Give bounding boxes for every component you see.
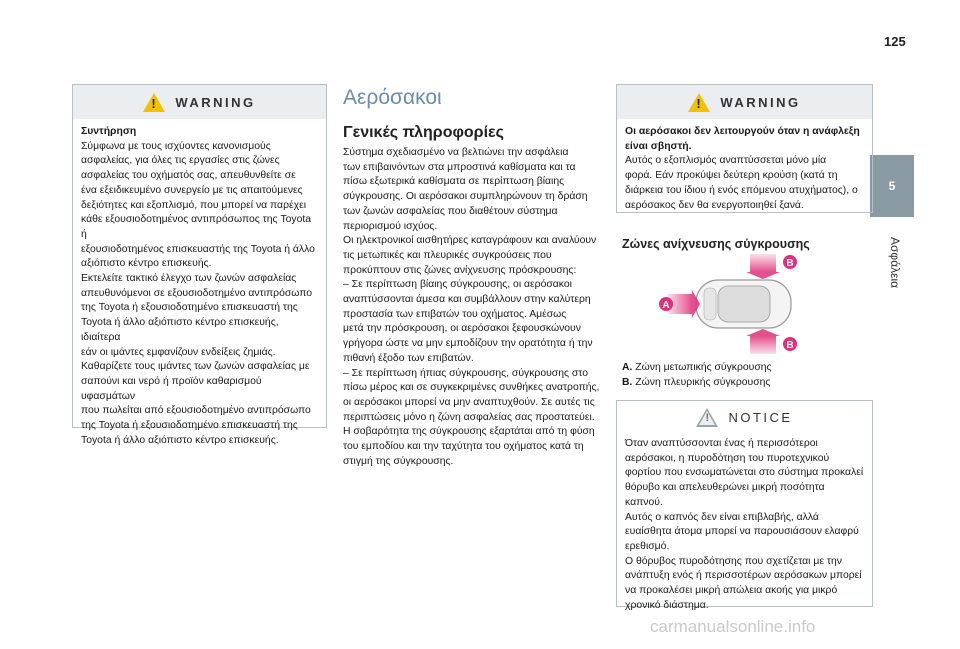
text-line: του εμποδίου και την ταχύτητα του οχήματος κατά τη: [343, 441, 584, 453]
side-zone-arrow-top: [746, 254, 780, 279]
text-line: φορτίου που ενσωματώνεται στο σύστημα προκαλεί: [625, 467, 864, 479]
text-line: προστασία των επιβατών του οχήματος. Αμέσως: [343, 308, 567, 320]
warning-icon: [688, 93, 710, 112]
text-line: Toyota ή άλλο αξιόπιστο κέντρο επισκευής.: [81, 434, 279, 446]
warning-header: [73, 85, 326, 119]
text-line: Οι ηλεκτρονικοί αισθητήρες καταγράφουν και αναλύουν: [343, 235, 597, 247]
text-line: Οι αερόσακοι δεν λειτουργούν όταν η ανάφλεξη: [625, 126, 860, 137]
notice-header-label: NOTICE: [728, 409, 793, 425]
warning-body: [617, 119, 872, 221]
notice-icon: [696, 408, 718, 427]
text-line: είναι σβηστή.: [625, 140, 692, 152]
car-outline-icon: [696, 280, 791, 328]
text-line: των επιβαινόντων στα μπροστινά καθίσματα και τα: [343, 161, 576, 173]
text-line: Αυτός ο καπνός δεν είναι επιβλαβής, αλλά: [625, 511, 819, 523]
zones-legend: [622, 361, 772, 390]
warning-icon: [143, 93, 165, 112]
svg-text:B: B: [786, 340, 794, 351]
text-line: που πωλείται από εξουσιοδοτημένο αντιπρόσωπο: [81, 405, 311, 417]
text-line: – Σε περίπτωση βίαιης σύγκρουσης, οι αερόσακοι: [343, 279, 572, 291]
text-line: Καθαρίζετε τους ιμάντες των ζωνών ασφαλείας με: [81, 361, 310, 373]
warning-heading: Συντήρηση: [81, 126, 137, 137]
text-line: προκύπτουν στις ζώνες ανίχνευσης πρόσκρουσης:: [343, 264, 577, 276]
text-line: πιθανή έξοδο των επιβατών.: [343, 352, 474, 364]
text-line: πίσω εξωτερικά καθίσματα σε περίπτωση βίαιης: [343, 176, 565, 188]
text-line: περιπτώσεις μόνο η ζώνη ασφαλείας σας προστατεύει.: [343, 411, 595, 423]
chapter-tab-label: Ασφάλεια: [888, 237, 902, 289]
text-line: – Σε περίπτωση ήπιας σύγκρουσης, σύγκρουσης στο: [343, 367, 589, 379]
text-line: ανάπτυξη ενός ή περισσοτέρων αερόσακων μπορεί: [625, 570, 862, 582]
text-line: γρήγορα ώστε να μην εμποδίζουν την ορατότητα ή την: [343, 338, 593, 350]
text-line: Toyota ή άλλο αξιόπιστο κέντρο επισκευής, ιδιαίτερα: [81, 317, 279, 343]
zones-title: Ζώνες ανίχνευσης σύγκρουσης: [622, 237, 810, 251]
subsection-title: Γενικές πληροφορίες: [343, 124, 504, 141]
text-line: φορά. Εάν προκύψει δεύτερη κρούση (κατά τη: [625, 170, 838, 182]
text-line: Σύστημα σχεδιασμένο να βελτιώνει την ασφάλεια: [343, 147, 569, 158]
svg-text:B: B: [786, 258, 794, 269]
text-line: απευθυνόμενοι σε εξουσιοδοτημένο αντιπρόσωπο: [81, 287, 313, 299]
text-line: Σύμφωνα με τους ισχύοντες κανονισμούς: [81, 140, 271, 152]
page-number: 125: [884, 34, 906, 49]
text-line: να προκαλέσει μικρή απώλεια ακοής για μικρό: [625, 585, 838, 597]
text-line: διάρκεια του ίδιου ή ενός επόμενου ατυχήματος), ο: [625, 184, 858, 196]
text-line: των ζωνών ασφαλείας που διαθέτουν σύστημα: [343, 205, 558, 217]
section-title: Αερόσακοι: [343, 86, 442, 109]
text-line: αερόσακοι, η πυροδότηση του πυροτεχνικού: [625, 452, 830, 464]
general-info-text: [343, 146, 608, 469]
text-line: της Toyota ή εξουσιοδοτημένο επισκευαστή της: [81, 420, 298, 432]
notice-header: [617, 401, 872, 433]
text-line: χρονικό διάστημα.: [625, 599, 709, 611]
text-line: εξουσιοδοτημένος επισκευαστής της Toyota ή άλλο: [81, 243, 315, 255]
legend-item: B. Ζώνη πλευρικής σύγκρουσης: [622, 376, 771, 388]
text-line: ένα εξειδικευμένο συνεργείο με τις απαιτούμενες: [81, 184, 303, 196]
watermark: carmanualsonline.info: [650, 617, 816, 636]
text-line: περιορισμού ισχύος.: [343, 220, 438, 232]
text-line: Εκτελείτε τακτικό έλεγχο των ζωνών ασφαλείας: [81, 273, 297, 285]
text-line: της Toyota ή εξουσιοδοτημένο επισκευαστή της: [81, 302, 298, 314]
marker-b-bottom: [783, 337, 797, 351]
text-line: θόρυβο και απελευθερώνει μικρή ποσότητα καπνού.: [625, 482, 825, 508]
text-line: Όταν αναπτύσσονται ένας ή περισσότεροι: [625, 438, 818, 449]
text-line: Η σοβαρότητα της σύγκρουσης εξαρτάται από τη φύση: [343, 426, 595, 438]
warning-header-label: WARNING: [175, 94, 256, 110]
text-line: ασφαλείας, για όλες τις εργασίες στις ζώνες: [81, 155, 280, 167]
text-line: Αυτός ο εξοπλισμός αναπτύσσεται μόνο μία: [625, 155, 827, 167]
text-line: Ο θόρυβος πυροδότησης που σχετίζεται με την: [625, 555, 842, 567]
text-line: ευαίσθητα άτομα μπορεί να παρουσιάσουν ελαφρύ: [625, 526, 859, 538]
collision-zones-diagram: [656, 250, 816, 360]
text-line: οι αερόσακοι μπορεί να μην αναπτυχθούν. Σε αυτές τις: [343, 396, 595, 408]
warning-body: [73, 119, 326, 456]
text-line: ερεθισμό.: [625, 540, 670, 552]
text-line: αερόσακος δεν θα ενεργοποιηθεί ξανά.: [625, 199, 804, 211]
maintenance-warning-box: [72, 84, 327, 446]
marker-a: [659, 297, 673, 311]
warning-header-label: WARNING: [720, 94, 801, 110]
text-line: πίσω μέρος και σε συγκεκριμένες συνθήκες ανατροπής,: [343, 382, 600, 394]
text-line: μετά την πρόσκρουση, οι αερόσακοι ξεφουσκώνουν: [343, 323, 581, 335]
text-line: τις μετωπικές και πλευρικές συγκρούσεις που: [343, 249, 552, 261]
warning-text: [81, 140, 318, 449]
text-line: κάθε εξουσιοδοτημένος αντιπρόσωπος της Toyota ή: [81, 214, 312, 240]
text-line: εάν οι ιμάντες εμφανίζουν ενδείξεις ζημιάς.: [81, 346, 276, 358]
text-line: ασφαλείας του οχήματός σας, απευθυνθείτε σε: [81, 170, 296, 182]
legend-item: A. Ζώνη μετωπικής σύγκρουσης: [622, 362, 772, 373]
warning-header: [617, 85, 872, 119]
text-line: στιγμή της σύγκρουσης.: [343, 455, 454, 467]
svg-text:A: A: [662, 300, 670, 311]
side-zone-arrow-bottom: [746, 329, 780, 354]
warning-text: [625, 154, 864, 213]
notice-text: [617, 433, 872, 621]
text-line: αναπτύσσονται άμεσα και συμβάλλουν στην καλύτερη: [343, 294, 591, 306]
text-line: σύγκρουσης. Οι αερόσακοι συμπληρώνουν τη δράση: [343, 191, 588, 203]
warning-bold-text: [625, 125, 864, 154]
ignition-warning-box: [616, 84, 873, 213]
marker-b-top: [783, 255, 797, 269]
text-line: αξιόπιστο κέντρο επισκευής.: [81, 258, 212, 270]
chapter-tab[interactable]: 5: [870, 155, 914, 217]
text-line: σαπούνι και νερό ή προϊόν καθαρισμού υφασμάτων: [81, 375, 262, 402]
text-line: δεξιότητες και εξοπλισμό, που μπορεί να παρέχει: [81, 199, 307, 211]
notice-box: [616, 400, 873, 611]
